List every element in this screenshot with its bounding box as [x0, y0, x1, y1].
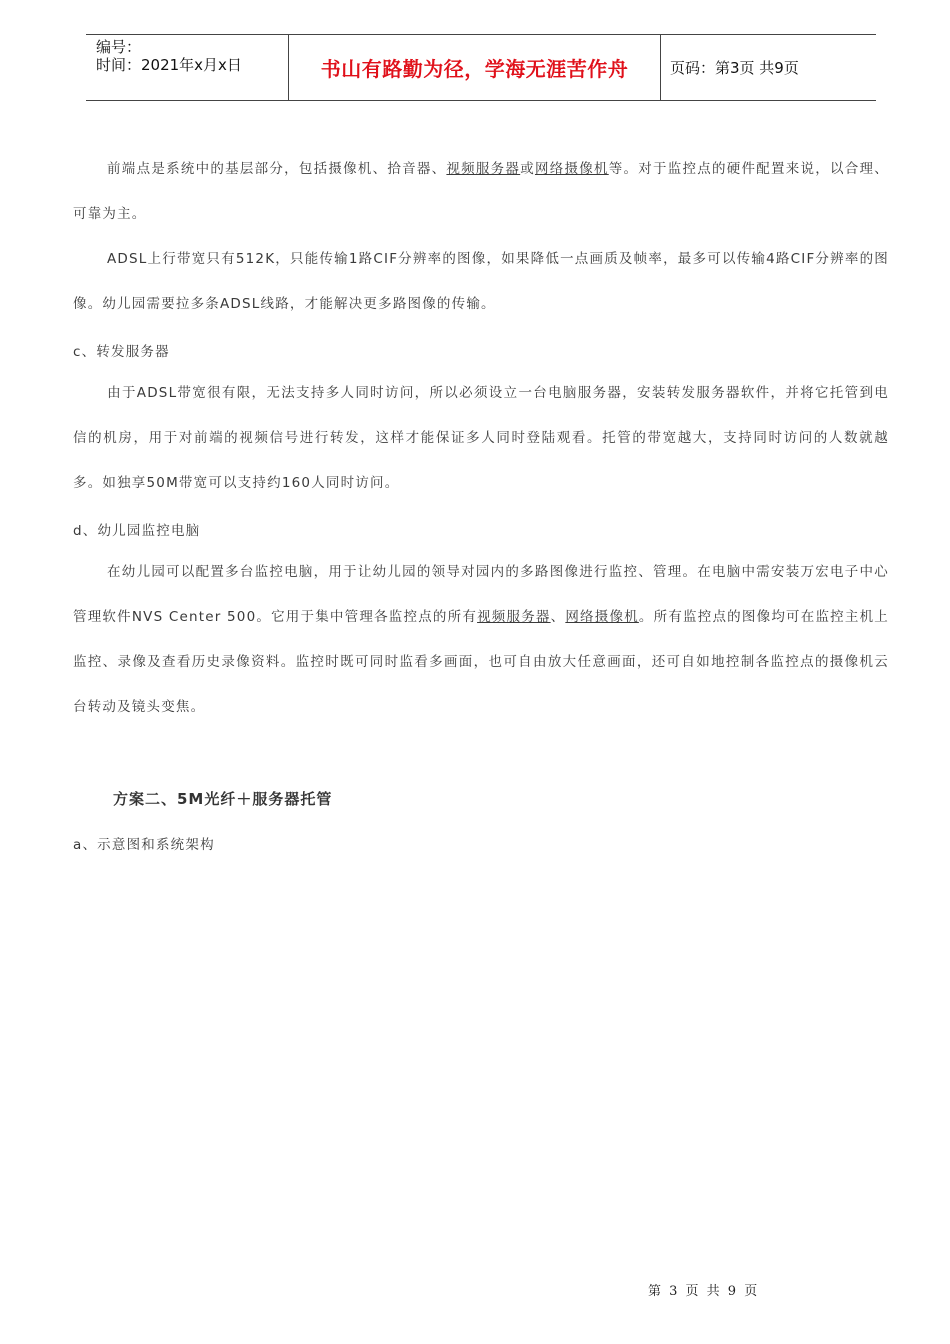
section-d-title: d、幼儿园监控电脑: [73, 523, 201, 539]
number-label: 编号：: [96, 38, 142, 56]
section-c-title: c、转发服务器: [73, 344, 170, 360]
plan-two-heading: 方案二、5M光纤＋服务器托管: [113, 790, 333, 808]
paragraph-front-end: 前端点是系统中的基层部分，包括摄像机、拾音器、视频服务器或网络摄像机等。对于监控点的硬件配置来说，以合理、可靠为主。: [73, 161, 890, 222]
link-network-camera[interactable]: 网络摄像机: [534, 161, 609, 177]
paragraph-monitor-pc: 在幼儿园可以配置多台监控电脑，用于让幼儿园的领导对园内的多路图像进行监控、管理。在电脑中需安装万宏电子中心管理软件NVS Center 500。它用于集中管理各监控点的所有视频服务器、网络摄像机。所有监控点的图像均可在监控主机上监控、录像及查看历史录像资料。监控时既可同时监看多画面，也可自由放大任意画面，还可自如地控制各监控点的摄像机云台转动及镜头变焦。: [73, 564, 889, 715]
header-motto: 书山有路勤为径，学海无涯苦作舟: [288, 35, 661, 100]
link-video-server[interactable]: 视频服务器: [446, 161, 521, 177]
header-page-number: 页码：第3页 共9页: [670, 59, 799, 77]
link-network-camera-2[interactable]: 网络摄像机: [565, 609, 639, 625]
time-label: 时间：2021年x月x日: [96, 56, 242, 74]
page-header: [86, 34, 876, 101]
paragraph-forward-server: 由于ADSL带宽很有限，无法支持多人同时访问，所以必须设立一台电脑服务器，安装转发服务器软件，并将它托管到电信的机房，用于对前端的视频信号进行转发，这样才能保证多人同时登陆观看。托管的带宽越大，支持同时访问的人数就越多。如独享50M带宽可以支持约160人同时访问。: [73, 385, 889, 491]
link-video-server-2[interactable]: 视频服务器: [477, 609, 551, 625]
section-a-title: a、示意图和系统架构: [73, 837, 215, 853]
paragraph-adsl: ADSL上行带宽只有512K，只能传输1路CIF分辨率的图像，如果降低一点画质及帧率，最多可以传输4路CIF分辨率的图像。幼儿园需要拉多条ADSL线路，才能解决更多路图像的传输。: [73, 251, 889, 312]
page-footer: 第 3 页 共 9 页: [648, 1284, 760, 1299]
header-info: [86, 35, 288, 100]
